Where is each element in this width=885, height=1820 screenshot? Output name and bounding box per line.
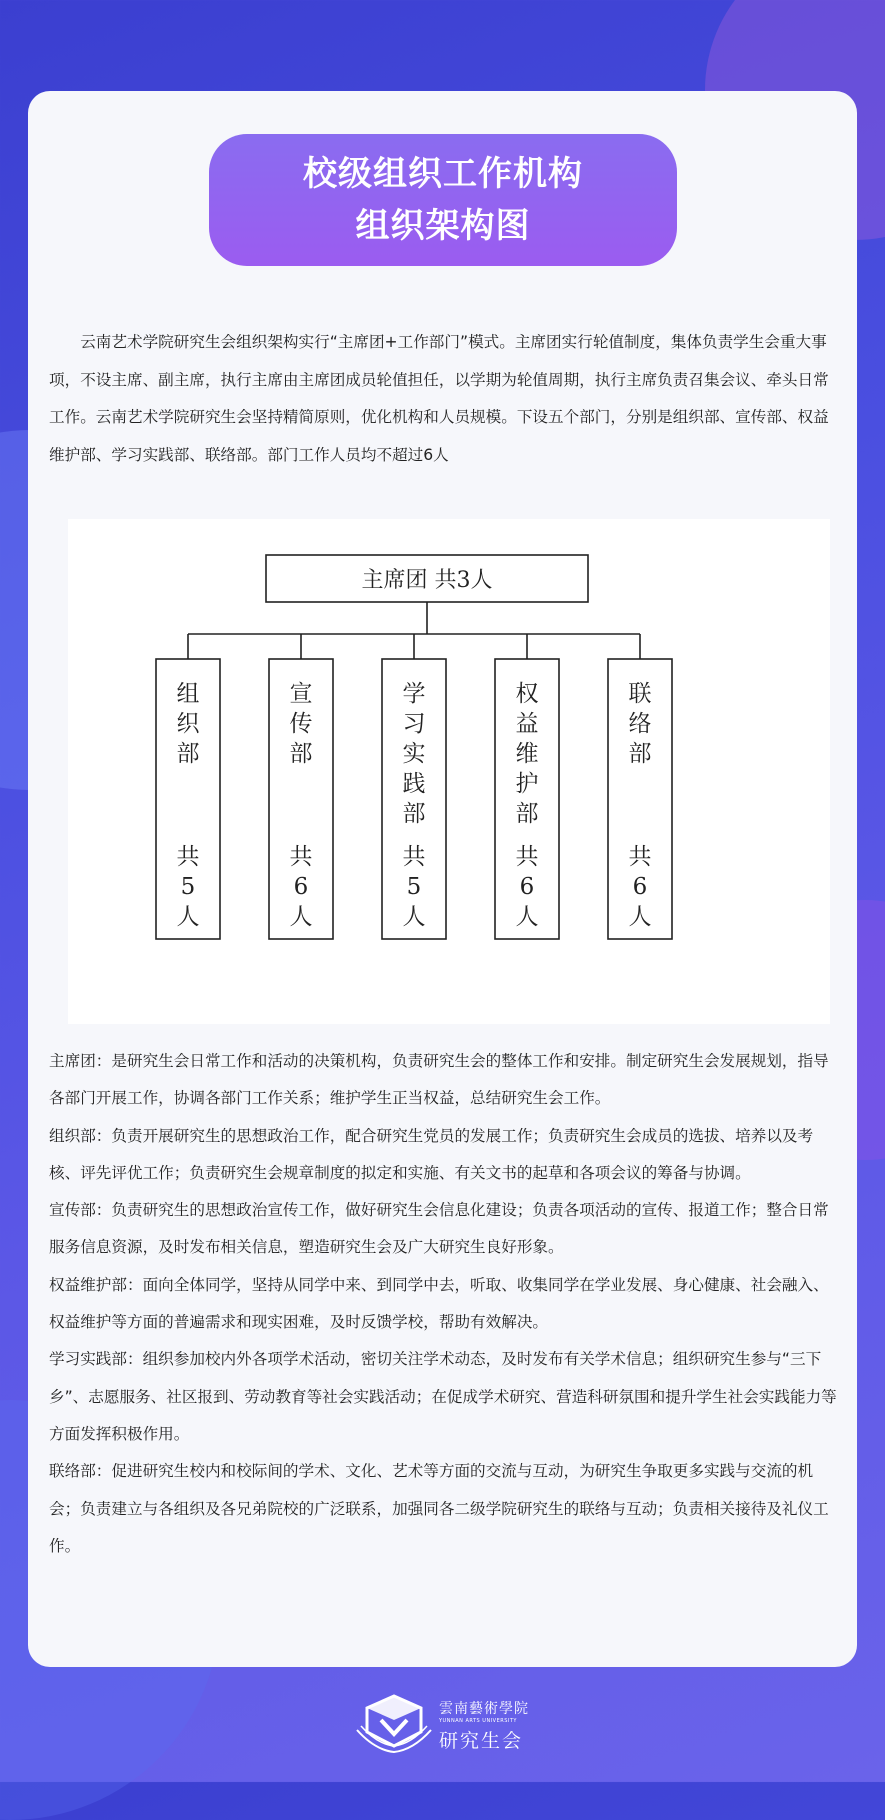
department-count-char: 共 [628,844,652,870]
description-presidium: 主席团：是研究生会日常工作和活动的决策机构，负责研究生会的整体工作和安排。制定研究生会发展规划，指导各部门开展工作，协调各部门工作关系；维护学生正当权益，总结研究生会工作。 [49,1052,829,1108]
description-organization: 组织部：负责开展研究生的思想政治工作，配合研究生党员的发展工作；负责研究生会成员的选拔、培养以及考核、评先评优工作；负责研究生会规章制度的拟定和实施、有关文书的起草和各项会议的筹备与协调。 [49,1126,814,1182]
description-publicity: 宣传部：负责研究生的思想政治宣传工作，做好研究生会信息化建设；负责各项活动的宣传、报道工作；整合日常服务信息资源，及时发布相关信息，塑造研究生会及广大研究生良好形象。 [49,1201,829,1257]
department-name-char: 维 [515,741,539,767]
department-count-char: 人 [289,904,313,930]
department-name-char: 习 [402,711,426,737]
department-count-char: 共 [176,844,200,870]
department-count-char: 共 [289,844,313,870]
description-rights: 权益维护部：面向全体同学，坚持从同学中来、到同学中去，听取、收集同学在学业发展、身心健康、社会融入、权益维护等方面的普遍需求和现实困难，及时反馈学校，帮助有效解决。 [49,1275,829,1332]
department-name-char: 宣 [289,681,313,707]
department-count-char: 5 [406,874,422,900]
department-name-char: 学 [402,681,426,707]
description-practice: 学习实践部：组织参加校内外各项学术活动，密切关注学术动态，及时发布有关学术信息；组织研究生参与“三下乡”、志愿服务、社区报到、劳动教育等社会实践活动；在促成学术研究、营造科研氛围和提升学生社会实践能力等方面发挥积极作用。 [49,1350,837,1443]
department-name-char: 部 [515,801,539,827]
department-count-char: 6 [632,874,648,900]
university-logo-icon [355,1690,433,1754]
description-liaison: 联络部：促进研究生校内和校际间的学术、文化、艺术等方面的交流与互动，为研究生争取更多实践与交流的机会；负责建立与各组织及各兄弟院校的广泛联系，加强同各二级学院研究生的联络与互动；负责相关接待及礼仪工作。 [49,1462,829,1555]
department-count-char: 6 [293,874,309,900]
org-chart-svg [68,519,830,1024]
department-name-char: 传 [289,711,313,737]
department-name-char: 联 [628,681,652,707]
department-count-char: 人 [628,904,652,930]
department-count-char: 共 [402,844,426,870]
department-count-char: 6 [519,874,535,900]
footer-english: YUNNAN ARTS UNIVERSITY [439,1718,517,1724]
footer [355,1690,555,1754]
footer-org-name: 研究生会 [439,1730,524,1752]
org-chart [68,519,830,1024]
department-descriptions [49,1043,839,1565]
department-count-char: 人 [176,904,200,930]
department-name-char: 实 [402,741,426,767]
department-name-char: 权 [515,681,539,707]
title-line-1: 校级组织工作机构 [303,154,583,194]
department-name-char: 部 [176,741,200,767]
department-name-char: 部 [289,741,313,767]
department-name-char: 益 [515,711,539,737]
page-title [209,134,677,266]
department-name-char: 织 [176,711,200,737]
title-line-2: 组织架构图 [355,206,531,246]
department-name-char: 络 [628,711,652,737]
department-name-char: 组 [176,681,200,707]
department-count-char: 共 [515,844,539,870]
root-node-label: 主席团 共3人 [361,568,493,593]
department-name-char: 部 [402,801,426,827]
department-name-char: 践 [402,771,426,797]
department-count-char: 5 [180,874,196,900]
intro-paragraph: 云南艺术学院研究生会组织架构实行“主席团+工作部门”模式。主席团实行轮值制度，集体负责学生会重大事项，不设主席、副主席，执行主席由主席团成员轮值担任，以学期为轮值周期，执行主席负责召集会议、牵头日常工作。云南艺术学院研究生会坚持精简原则，优化机构和人员规模。下设五个部门，分别是组织部、宣传部、权益维护部、学习实践部、联络部。部门工作人员均不超过6人 [49,333,829,464]
department-name-char: 护 [515,771,539,797]
department-count-char: 人 [515,904,539,930]
footer-brand: 雲南藝術學院 [439,1701,529,1717]
department-name-char: 部 [628,741,652,767]
content-card [28,91,857,1667]
department-count-char: 人 [402,904,426,930]
